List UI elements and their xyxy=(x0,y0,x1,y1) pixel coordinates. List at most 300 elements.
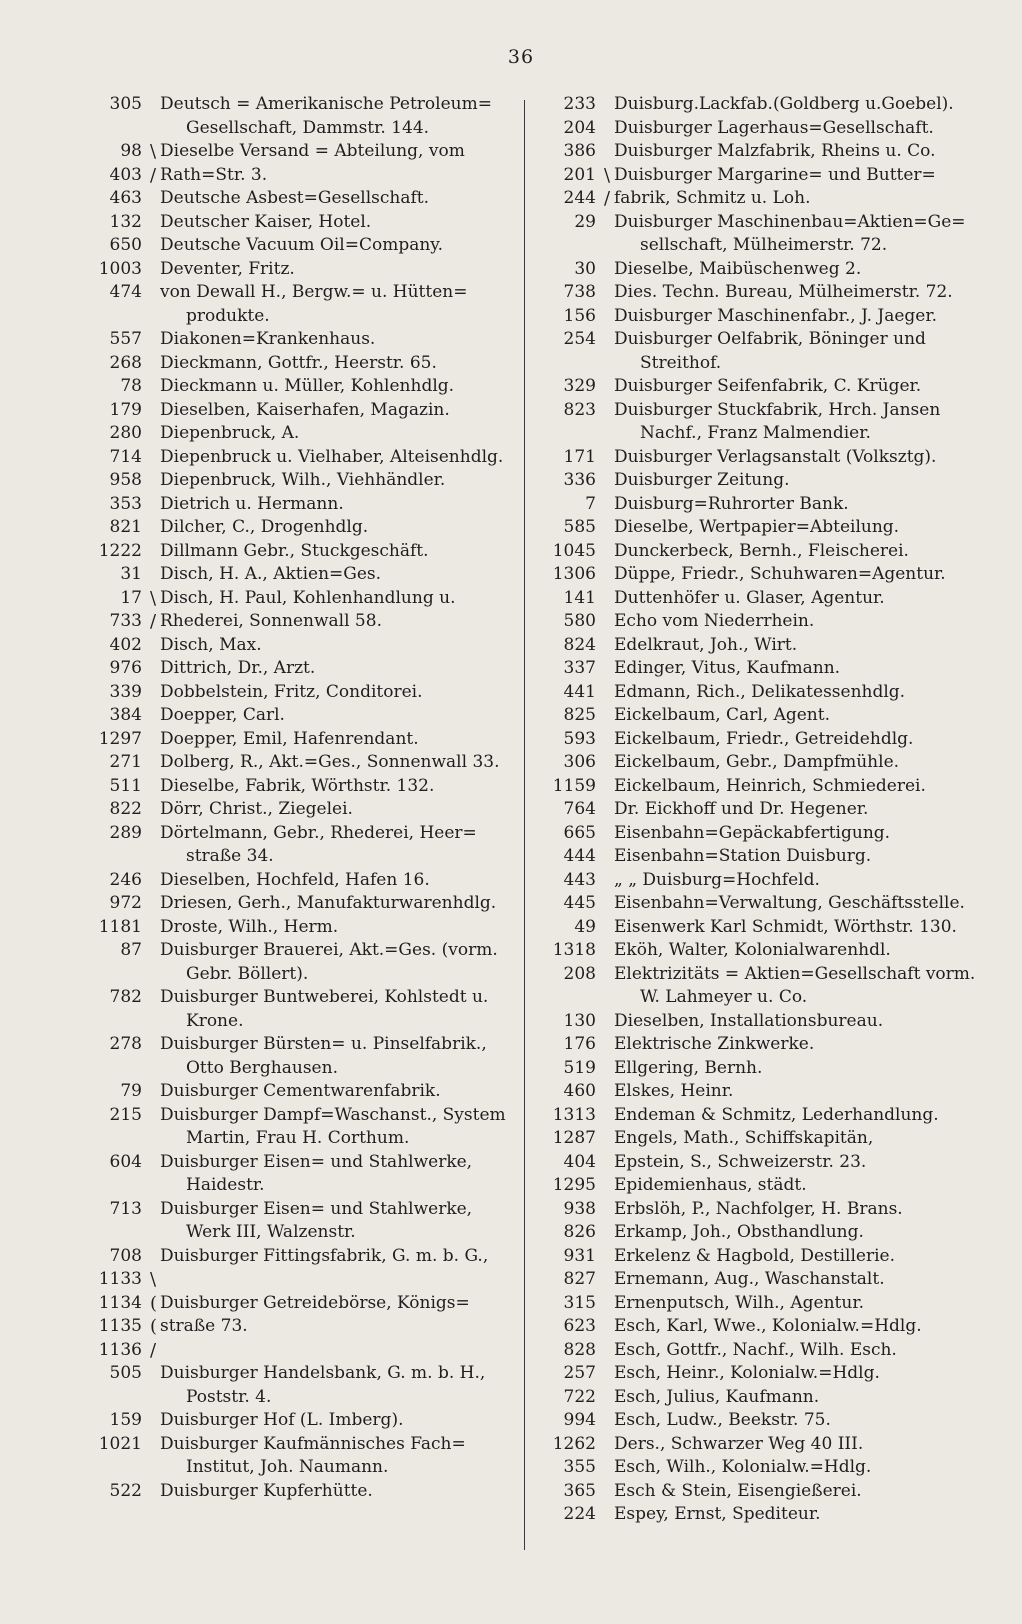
entry-number: 132 xyxy=(109,211,142,232)
entry-text: Duisburger Seifenfabrik, C. Krüger. xyxy=(614,376,922,396)
entry-text: Eickelbaum, Friedr., Getreidehdlg. xyxy=(614,728,914,749)
directory-entry xyxy=(530,187,978,211)
directory-entry-continuation xyxy=(78,1174,518,1198)
entry-text: Epstein, S., Schweizerstr. 23. xyxy=(614,1151,867,1172)
entry-bracket xyxy=(604,540,614,564)
entry-bracket: ( xyxy=(150,1292,158,1314)
entry-number: 268 xyxy=(109,352,142,373)
entry-text: Eisenbahn=Verwaltung, Geschäftsstelle. xyxy=(614,893,965,913)
directory-entry xyxy=(78,939,518,963)
entry-number: 1295 xyxy=(552,1175,596,1195)
directory-entry xyxy=(530,1433,978,1457)
entry-number: 315 xyxy=(563,1292,596,1313)
directory-entry xyxy=(78,1268,518,1292)
entry-text: Dieselbe, Maibüschenweg 2. xyxy=(614,258,862,279)
entry-bracket xyxy=(604,281,614,305)
directory-entry-continuation xyxy=(530,352,978,376)
entry-number: 708 xyxy=(109,1245,142,1266)
entry-text: Edmann, Rich., Delikatessenhdlg. xyxy=(614,681,906,702)
entry-number: 224 xyxy=(563,1504,596,1524)
directory-entry xyxy=(530,1174,978,1198)
entry-bracket xyxy=(604,516,614,540)
entry-number: 1318 xyxy=(552,940,596,960)
entry-bracket xyxy=(150,704,160,728)
entry-text: Engels, Math., Schiffskapitän, xyxy=(614,1128,874,1148)
entry-bracket xyxy=(604,798,614,822)
entry-bracket xyxy=(150,328,160,352)
entry-bracket: / xyxy=(604,188,611,209)
entry-number: 176 xyxy=(563,1034,596,1054)
entry-bracket xyxy=(604,1127,614,1151)
entry-text: Duisburger Eisen= und Stahlwerke, xyxy=(160,1198,473,1219)
entry-number: 49 xyxy=(574,916,596,937)
entry-text: Eisenbahn=Station Duisburg. xyxy=(614,846,872,866)
entry-text: Esch, Ludw., Beekstr. 75. xyxy=(614,1410,831,1430)
entry-text: Dieckmann, Gottfr., Heerstr. 65. xyxy=(160,352,437,373)
entry-text: Duisburger Stuckfabrik, Hrch. Jansen xyxy=(614,399,941,420)
directory-entry xyxy=(530,1268,978,1292)
directory-entry xyxy=(78,610,518,634)
entry-text: Eköh, Walter, Kolonialwarenhdl. xyxy=(614,940,891,960)
entry-bracket xyxy=(604,1409,614,1433)
directory-entry xyxy=(78,728,518,752)
entry-bracket: \ xyxy=(150,1269,157,1290)
directory-entry xyxy=(78,563,518,587)
entry-number: 404 xyxy=(563,1151,596,1172)
directory-entry xyxy=(78,493,518,517)
directory-entry xyxy=(78,1315,518,1339)
directory-entry xyxy=(530,446,978,470)
entry-number: 7 xyxy=(585,493,596,514)
entry-text: Düppe, Friedr., Schuhwaren=Agentur. xyxy=(614,564,946,584)
entry-text: Edinger, Vitus, Kaufmann. xyxy=(614,658,841,678)
entry-bracket xyxy=(150,798,160,822)
directory-entry xyxy=(78,1292,518,1316)
entry-number: 31 xyxy=(120,564,142,584)
entry-bracket xyxy=(604,1057,614,1081)
entry-bracket xyxy=(150,1104,160,1128)
entry-number: 1313 xyxy=(552,1104,596,1125)
entry-text: Gesellschaft, Dammstr. 144. xyxy=(186,117,430,138)
entry-text: Rath=Str. 3. xyxy=(160,164,268,185)
entry-text: Eickelbaum, Heinrich, Schmiederei. xyxy=(614,775,926,796)
entry-text: Dieselben, Installationsbureau. xyxy=(614,1010,884,1031)
directory-entry xyxy=(78,1151,518,1175)
entry-bracket xyxy=(604,1456,614,1480)
directory-entry xyxy=(530,211,978,235)
entry-number: 714 xyxy=(109,446,142,467)
directory-entry xyxy=(78,234,518,258)
entry-number: 271 xyxy=(109,752,142,772)
entry-text: Diakonen=Krankenhaus. xyxy=(160,329,376,349)
directory-entry-continuation xyxy=(78,845,518,869)
entry-text: Duisburg.Lackfab.(Goldberg u.Goebel). xyxy=(614,94,954,114)
entry-bracket xyxy=(150,986,160,1010)
entry-number: 1003 xyxy=(98,258,142,279)
entry-bracket xyxy=(604,1080,614,1104)
entry-bracket xyxy=(604,963,614,987)
entry-bracket xyxy=(604,1198,614,1222)
entry-text: produkte. xyxy=(186,305,270,326)
entry-number: 1021 xyxy=(98,1433,142,1454)
directory-entry xyxy=(530,1104,978,1128)
entry-number: 976 xyxy=(109,658,142,678)
entry-bracket xyxy=(150,892,160,916)
entry-number: 233 xyxy=(563,94,596,114)
entry-number: 821 xyxy=(109,517,142,537)
entry-number: 141 xyxy=(563,587,596,608)
entry-number: 931 xyxy=(563,1245,596,1266)
entry-bracket xyxy=(150,258,160,282)
directory-entry xyxy=(530,1127,978,1151)
entry-bracket xyxy=(150,963,160,987)
directory-entry xyxy=(530,798,978,822)
entry-bracket xyxy=(150,211,160,235)
page-number: 36 xyxy=(507,46,535,68)
entry-number: 972 xyxy=(109,893,142,913)
entry-bracket xyxy=(604,916,614,940)
entry-number: 254 xyxy=(563,329,596,349)
entry-bracket xyxy=(150,563,160,587)
directory-entry-continuation xyxy=(530,234,978,258)
directory-entry-continuation xyxy=(530,422,978,446)
directory-entry xyxy=(78,704,518,728)
directory-entry xyxy=(530,1456,978,1480)
entry-bracket: / xyxy=(150,1339,157,1361)
entry-number xyxy=(78,117,150,141)
entry-text: Dieckmann u. Müller, Kohlenhdlg. xyxy=(160,376,455,396)
entry-number xyxy=(530,234,604,258)
directory-entry xyxy=(530,1151,978,1175)
entry-bracket xyxy=(150,775,160,799)
column-divider xyxy=(524,100,525,1550)
entry-text: Duisburger Buntweberei, Kohlstedt u. xyxy=(160,987,489,1007)
entry-number: 1181 xyxy=(98,916,142,937)
entry-bracket xyxy=(150,1151,160,1175)
directory-entry xyxy=(530,963,978,987)
directory-entry xyxy=(78,798,518,822)
right-column xyxy=(530,93,978,1527)
directory-entry xyxy=(530,563,978,587)
entry-bracket xyxy=(604,822,614,846)
directory-entry xyxy=(78,1339,518,1363)
entry-number: 1134 xyxy=(98,1292,142,1313)
entry-number: 827 xyxy=(563,1269,596,1289)
entry-number: 604 xyxy=(109,1151,142,1172)
entry-number xyxy=(78,1010,150,1034)
entry-bracket xyxy=(604,563,614,587)
entry-bracket xyxy=(604,986,614,1010)
entry-number: 159 xyxy=(109,1410,142,1430)
directory-entry xyxy=(78,446,518,470)
entry-number: 403 xyxy=(109,164,142,185)
entry-number: 1136 xyxy=(98,1339,142,1360)
entry-bracket: ( xyxy=(150,1316,158,1337)
entry-text: Dieselbe, Wertpapier=Abteilung. xyxy=(614,517,900,537)
directory-entry-continuation xyxy=(78,1010,518,1034)
entry-text: Diepenbruck, A. xyxy=(160,423,300,443)
entry-bracket xyxy=(604,869,614,893)
entry-number: 823 xyxy=(563,399,596,420)
directory-entry xyxy=(530,916,978,940)
entry-text: Erkamp, Joh., Obsthandlung. xyxy=(614,1222,864,1242)
entry-text: straße 73. xyxy=(160,1316,248,1336)
entry-number xyxy=(78,963,150,987)
entry-number: 764 xyxy=(563,799,596,819)
entry-bracket xyxy=(604,399,614,423)
entry-text: Disch, H. Paul, Kohlenhandlung u. xyxy=(160,587,456,608)
entry-bracket xyxy=(150,1198,160,1222)
entry-text: Duisburger Maschinenfabr., J. Jaeger. xyxy=(614,305,937,326)
entry-number: 1306 xyxy=(552,564,596,584)
entry-bracket xyxy=(604,1503,614,1527)
directory-entry xyxy=(78,869,518,893)
entry-text: Erkelenz & Hagbold, Destillerie. xyxy=(614,1245,895,1266)
directory-entry xyxy=(78,422,518,446)
entry-bracket xyxy=(604,140,614,164)
entry-number: 738 xyxy=(563,282,596,302)
entry-text: straße 34. xyxy=(186,846,274,866)
directory-entry xyxy=(530,1292,978,1316)
directory-entry xyxy=(530,540,978,564)
entry-bracket xyxy=(150,1245,160,1269)
entry-bracket xyxy=(604,681,614,705)
directory-entry xyxy=(530,1480,978,1504)
directory-entry xyxy=(530,892,978,916)
entry-bracket xyxy=(150,469,160,493)
entry-text: Deutsche Asbest=Gesellschaft. xyxy=(160,188,430,208)
entry-number xyxy=(78,1057,150,1081)
directory-entry xyxy=(530,1386,978,1410)
entry-number: 130 xyxy=(563,1010,596,1031)
entry-text: Dörtelmann, Gebr., Rhederei, Heer= xyxy=(160,822,477,843)
entry-bracket xyxy=(604,939,614,963)
directory-entry xyxy=(530,516,978,540)
entry-text: Duisburger Verlagsanstalt (Volksztg). xyxy=(614,446,937,467)
entry-number: 958 xyxy=(109,470,142,490)
entry-bracket xyxy=(150,634,160,658)
entry-text: Duisburger Bürsten= u. Pinselfabrik., xyxy=(160,1034,487,1054)
entry-bracket xyxy=(604,422,614,446)
directory-entry xyxy=(78,281,518,305)
entry-number: 79 xyxy=(120,1081,142,1101)
entry-bracket xyxy=(150,117,160,141)
entry-text: Diepenbruck u. Vielhaber, Alteisenhdlg. xyxy=(160,446,504,467)
entry-bracket xyxy=(604,328,614,352)
entry-bracket xyxy=(150,493,160,517)
entry-text: Esch, Karl, Wwe., Kolonialw.=Hdlg. xyxy=(614,1316,922,1336)
entry-text: von Dewall H., Bergw.= u. Hütten= xyxy=(160,282,468,302)
entry-bracket: / xyxy=(150,164,157,186)
entry-bracket xyxy=(150,1480,160,1504)
directory-entry xyxy=(530,328,978,352)
entry-text: Esch, Julius, Kaufmann. xyxy=(614,1386,820,1407)
entry-bracket xyxy=(150,1221,160,1245)
entry-bracket xyxy=(604,892,614,916)
directory-entry xyxy=(78,328,518,352)
entry-text: Disch, Max. xyxy=(160,634,262,655)
entry-number: 733 xyxy=(109,611,142,631)
entry-number: 938 xyxy=(563,1198,596,1219)
entry-number: 98 xyxy=(120,141,142,161)
entry-text: Espey, Ernst, Spediteur. xyxy=(614,1504,821,1524)
directory-entry xyxy=(78,187,518,211)
entry-text: „ „ Duisburg=Hochfeld. xyxy=(614,869,820,890)
entry-number: 289 xyxy=(109,822,142,843)
entry-bracket xyxy=(604,775,614,799)
entry-number xyxy=(78,1386,150,1410)
directory-entry xyxy=(78,352,518,376)
entry-bracket xyxy=(604,1010,614,1034)
left-column xyxy=(78,93,518,1503)
entry-text: Duisburger Kupferhütte. xyxy=(160,1480,373,1501)
entry-text: Driesen, Gerh., Manufakturwarenhdlg. xyxy=(160,893,497,913)
directory-entry xyxy=(530,1033,978,1057)
entry-text: Ders., Schwarzer Weg 40 III. xyxy=(614,1433,864,1454)
entry-bracket xyxy=(604,375,614,399)
entry-number: 305 xyxy=(109,94,142,114)
entry-text: Disch, H. A., Aktien=Ges. xyxy=(160,564,382,584)
entry-text: Eickelbaum, Carl, Agent. xyxy=(614,705,830,725)
entry-number: 355 xyxy=(563,1457,596,1477)
directory-entry xyxy=(530,634,978,658)
entry-number xyxy=(78,1456,150,1480)
entry-text: Droste, Wilh., Herm. xyxy=(160,916,339,937)
directory-entry xyxy=(78,1198,518,1222)
entry-text: Ellgering, Bernh. xyxy=(614,1057,763,1078)
entry-text: Rhederei, Sonnenwall 58. xyxy=(160,611,382,631)
entry-text: Echo vom Niederrhein. xyxy=(614,611,815,631)
entry-bracket xyxy=(150,1010,160,1034)
directory-entry xyxy=(530,1409,978,1433)
entry-number xyxy=(78,845,150,869)
directory-entry xyxy=(530,164,978,188)
entry-bracket xyxy=(604,258,614,282)
entry-bracket xyxy=(150,822,160,846)
entry-number: 822 xyxy=(109,799,142,819)
directory-entry xyxy=(530,281,978,305)
entry-bracket xyxy=(150,187,160,211)
entry-bracket xyxy=(604,1362,614,1386)
entry-number: 474 xyxy=(109,282,142,302)
entry-bracket xyxy=(604,234,614,258)
entry-number: 580 xyxy=(563,611,596,631)
entry-bracket xyxy=(604,493,614,517)
directory-entry xyxy=(78,681,518,705)
directory-entry xyxy=(530,1057,978,1081)
directory-entry xyxy=(78,140,518,164)
entry-bracket xyxy=(604,1268,614,1292)
entry-bracket xyxy=(150,939,160,963)
entry-bracket xyxy=(604,751,614,775)
entry-text: Dobbelstein, Fritz, Conditorei. xyxy=(160,681,423,702)
entry-text: Epidemienhaus, städt. xyxy=(614,1175,807,1195)
directory-entry xyxy=(78,211,518,235)
entry-number: 215 xyxy=(109,1104,142,1125)
entry-bracket xyxy=(150,1057,160,1081)
entry-number: 306 xyxy=(563,752,596,772)
entry-number: 244 xyxy=(563,188,596,208)
entry-number: 650 xyxy=(109,235,142,255)
entry-bracket xyxy=(150,1362,160,1386)
entry-text: Elektrische Zinkwerke. xyxy=(614,1034,815,1054)
entry-bracket xyxy=(604,305,614,329)
entry-text: Deutsch = Amerikanische Petroleum= xyxy=(160,94,492,114)
directory-entry-continuation xyxy=(78,1456,518,1480)
entry-number: 441 xyxy=(563,681,596,702)
entry-text: Krone. xyxy=(186,1010,244,1031)
entry-bracket xyxy=(150,1433,160,1457)
entry-text: Duttenhöfer u. Glaser, Agentur. xyxy=(614,587,885,608)
entry-text xyxy=(160,1339,518,1363)
entry-bracket xyxy=(604,1480,614,1504)
entry-bracket xyxy=(150,751,160,775)
entry-text: Edelkraut, Joh., Wirt. xyxy=(614,634,798,655)
entry-number xyxy=(530,986,604,1010)
entry-number: 337 xyxy=(563,658,596,678)
entry-text: Dietrich u. Hermann. xyxy=(160,493,344,514)
directory-entry xyxy=(530,822,978,846)
directory-entry xyxy=(78,93,518,117)
entry-number xyxy=(78,1174,150,1198)
directory-entry xyxy=(530,1198,978,1222)
directory-entry xyxy=(530,1221,978,1245)
directory-entry-continuation xyxy=(78,305,518,329)
directory-entry xyxy=(530,117,978,141)
entry-number xyxy=(530,422,604,446)
directory-entry xyxy=(78,634,518,658)
entry-text: Duisburger Dampf=Waschanst., System xyxy=(160,1104,506,1125)
directory-entry xyxy=(78,258,518,282)
entry-bracket xyxy=(150,681,160,705)
entry-number: 257 xyxy=(563,1363,596,1383)
entry-number: 443 xyxy=(563,869,596,890)
entry-number: 1297 xyxy=(98,728,142,749)
entry-text: Dörr, Christ., Ziegelei. xyxy=(160,799,353,819)
directory-entry xyxy=(530,681,978,705)
directory-entry xyxy=(78,986,518,1010)
entry-number: 445 xyxy=(563,893,596,913)
entry-text: Duisburger Margarine= und Butter= xyxy=(614,164,936,185)
directory-entry xyxy=(530,775,978,799)
entry-number: 828 xyxy=(563,1339,596,1360)
entry-bracket xyxy=(604,211,614,235)
entry-number: 29 xyxy=(574,211,596,232)
entry-bracket xyxy=(150,93,160,117)
entry-number: 280 xyxy=(109,423,142,443)
directory-entry-continuation xyxy=(530,986,978,1010)
entry-text: Duisburger Lagerhaus=Gesellschaft. xyxy=(614,117,934,138)
entry-text: Eisenwerk Karl Schmidt, Wörthstr. 130. xyxy=(614,916,957,937)
entry-number: 1287 xyxy=(552,1128,596,1148)
entry-number: 156 xyxy=(563,305,596,326)
directory-entry xyxy=(530,728,978,752)
entry-bracket xyxy=(604,1151,614,1175)
directory-entry xyxy=(78,516,518,540)
entry-bracket xyxy=(150,1080,160,1104)
entry-bracket xyxy=(604,704,614,728)
entry-text: Eickelbaum, Gebr., Dampfmühle. xyxy=(614,752,900,772)
entry-number: 278 xyxy=(109,1034,142,1054)
directory-entry xyxy=(530,869,978,893)
directory-entry xyxy=(530,140,978,164)
entry-number: 365 xyxy=(563,1480,596,1501)
entry-number: 593 xyxy=(563,728,596,749)
entry-text: Duisburger Cementwarenfabrik. xyxy=(160,1081,441,1101)
entry-bracket xyxy=(150,728,160,752)
entry-text: Dr. Eickhoff und Dr. Hegener. xyxy=(614,799,869,819)
entry-number: 585 xyxy=(563,517,596,537)
